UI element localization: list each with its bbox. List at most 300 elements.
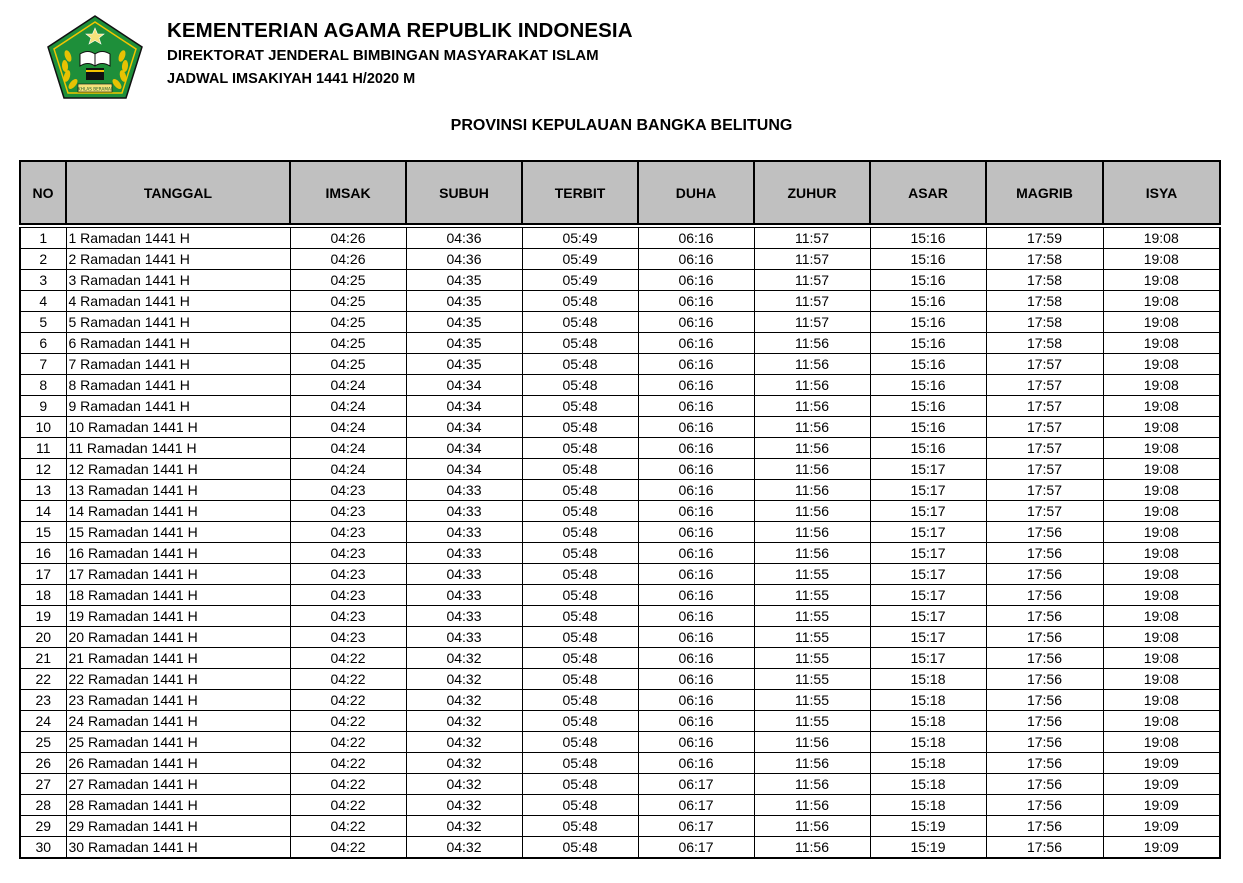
cell-tanggal: 20 Ramadan 1441 H	[66, 627, 290, 648]
cell-no: 26	[20, 753, 66, 774]
cell-zuhur: 11:56	[754, 543, 870, 564]
table-row	[20, 354, 1220, 375]
cell-isya: 19:09	[1103, 774, 1220, 795]
cell-duha: 06:16	[638, 291, 754, 312]
cell-magrib: 17:59	[986, 228, 1103, 249]
cell-zuhur: 11:55	[754, 711, 870, 732]
cell-magrib: 17:56	[986, 816, 1103, 837]
cell-tanggal: 16 Ramadan 1441 H	[66, 543, 290, 564]
cell-isya: 19:08	[1103, 312, 1220, 333]
table-row	[20, 606, 1220, 627]
cell-terbit: 05:48	[522, 606, 638, 627]
cell-terbit: 05:48	[522, 543, 638, 564]
cell-zuhur: 11:56	[754, 501, 870, 522]
cell-duha: 06:16	[638, 648, 754, 669]
cell-subuh: 04:32	[406, 669, 522, 690]
cell-imsak: 04:25	[290, 291, 406, 312]
cell-asar: 15:16	[870, 396, 986, 417]
col-header-tanggal: TANGGAL	[66, 161, 290, 224]
cell-tanggal: 24 Ramadan 1441 H	[66, 711, 290, 732]
cell-terbit: 05:48	[522, 396, 638, 417]
cell-isya: 19:08	[1103, 711, 1220, 732]
table-row	[20, 417, 1220, 438]
cell-terbit: 05:48	[522, 564, 638, 585]
cell-zuhur: 11:55	[754, 606, 870, 627]
cell-imsak: 04:23	[290, 543, 406, 564]
col-header-isya: ISYA	[1103, 161, 1220, 224]
table-row	[20, 627, 1220, 648]
province-title: PROVINSI KEPULAUAN BANGKA BELITUNG	[450, 117, 793, 134]
cell-tanggal: 17 Ramadan 1441 H	[66, 564, 290, 585]
cell-isya: 19:08	[1103, 480, 1220, 501]
cell-terbit: 05:49	[522, 249, 638, 270]
cell-no: 12	[20, 459, 66, 480]
cell-terbit: 05:48	[522, 459, 638, 480]
cell-magrib: 17:56	[986, 627, 1103, 648]
cell-no: 1	[20, 228, 66, 249]
cell-tanggal: 7 Ramadan 1441 H	[66, 354, 290, 375]
cell-zuhur: 11:55	[754, 585, 870, 606]
cell-terbit: 05:48	[522, 333, 638, 354]
cell-terbit: 05:49	[522, 270, 638, 291]
cell-imsak: 04:23	[290, 627, 406, 648]
cell-isya: 19:08	[1103, 606, 1220, 627]
cell-subuh: 04:32	[406, 690, 522, 711]
cell-magrib: 17:58	[986, 291, 1103, 312]
cell-magrib: 17:57	[986, 501, 1103, 522]
cell-asar: 15:16	[870, 354, 986, 375]
cell-no: 18	[20, 585, 66, 606]
cell-duha: 06:17	[638, 837, 754, 859]
cell-magrib: 17:56	[986, 753, 1103, 774]
table-row	[20, 732, 1220, 753]
col-header-asar: ASAR	[870, 161, 986, 224]
table-row	[20, 753, 1220, 774]
cell-isya: 19:08	[1103, 543, 1220, 564]
cell-tanggal: 1 Ramadan 1441 H	[66, 228, 290, 249]
cell-duha: 06:16	[638, 417, 754, 438]
cell-terbit: 05:48	[522, 837, 638, 859]
cell-zuhur: 11:56	[754, 816, 870, 837]
cell-asar: 15:16	[870, 228, 986, 249]
cell-isya: 19:09	[1103, 816, 1220, 837]
cell-asar: 15:18	[870, 753, 986, 774]
cell-zuhur: 11:56	[754, 753, 870, 774]
cell-imsak: 04:22	[290, 732, 406, 753]
cell-subuh: 04:35	[406, 291, 522, 312]
cell-no: 21	[20, 648, 66, 669]
cell-isya: 19:08	[1103, 627, 1220, 648]
cell-tanggal: 5 Ramadan 1441 H	[66, 312, 290, 333]
cell-zuhur: 11:55	[754, 564, 870, 585]
cell-imsak: 04:23	[290, 606, 406, 627]
cell-zuhur: 11:55	[754, 627, 870, 648]
cell-asar: 15:17	[870, 606, 986, 627]
cell-duha: 06:17	[638, 795, 754, 816]
cell-terbit: 05:48	[522, 795, 638, 816]
cell-asar: 15:18	[870, 669, 986, 690]
cell-duha: 06:17	[638, 774, 754, 795]
cell-asar: 15:17	[870, 459, 986, 480]
cell-zuhur: 11:56	[754, 480, 870, 501]
cell-asar: 15:18	[870, 732, 986, 753]
cell-subuh: 04:32	[406, 837, 522, 859]
cell-no: 4	[20, 291, 66, 312]
cell-subuh: 04:32	[406, 711, 522, 732]
cell-duha: 06:16	[638, 564, 754, 585]
cell-terbit: 05:48	[522, 690, 638, 711]
table-row	[20, 312, 1220, 333]
cell-asar: 15:17	[870, 627, 986, 648]
cell-duha: 06:16	[638, 732, 754, 753]
cell-imsak: 04:25	[290, 354, 406, 375]
cell-duha: 06:16	[638, 354, 754, 375]
cell-zuhur: 11:56	[754, 774, 870, 795]
cell-zuhur: 11:56	[754, 795, 870, 816]
cell-imsak: 04:22	[290, 837, 406, 859]
cell-zuhur: 11:57	[754, 291, 870, 312]
cell-zuhur: 11:57	[754, 228, 870, 249]
cell-magrib: 17:58	[986, 270, 1103, 291]
cell-terbit: 05:48	[522, 648, 638, 669]
cell-zuhur: 11:56	[754, 333, 870, 354]
cell-tanggal: 4 Ramadan 1441 H	[66, 291, 290, 312]
table-row	[20, 438, 1220, 459]
cell-duha: 06:16	[638, 270, 754, 291]
cell-no: 24	[20, 711, 66, 732]
cell-asar: 15:16	[870, 249, 986, 270]
table-row	[20, 501, 1220, 522]
table-row	[20, 564, 1220, 585]
cell-duha: 06:16	[638, 438, 754, 459]
cell-imsak: 04:22	[290, 690, 406, 711]
cell-magrib: 17:56	[986, 522, 1103, 543]
cell-no: 16	[20, 543, 66, 564]
cell-no: 22	[20, 669, 66, 690]
cell-isya: 19:09	[1103, 795, 1220, 816]
cell-isya: 19:08	[1103, 732, 1220, 753]
cell-magrib: 17:56	[986, 774, 1103, 795]
cell-zuhur: 11:56	[754, 417, 870, 438]
cell-duha: 06:16	[638, 522, 754, 543]
cell-asar: 15:19	[870, 837, 986, 859]
ministry-logo	[44, 14, 146, 100]
cell-terbit: 05:48	[522, 816, 638, 837]
cell-tanggal: 6 Ramadan 1441 H	[66, 333, 290, 354]
cell-duha: 06:16	[638, 480, 754, 501]
cell-isya: 19:08	[1103, 459, 1220, 480]
cell-duha: 06:16	[638, 753, 754, 774]
cell-subuh: 04:32	[406, 648, 522, 669]
cell-imsak: 04:22	[290, 774, 406, 795]
cell-asar: 15:18	[870, 711, 986, 732]
cell-isya: 19:08	[1103, 291, 1220, 312]
schedule-title: JADWAL IMSAKIYAH 1441 H/2020 M	[167, 71, 416, 87]
cell-isya: 19:08	[1103, 375, 1220, 396]
cell-zuhur: 11:56	[754, 459, 870, 480]
cell-subuh: 04:33	[406, 564, 522, 585]
cell-magrib: 17:56	[986, 669, 1103, 690]
table-header-row	[20, 161, 1220, 224]
cell-no: 20	[20, 627, 66, 648]
cell-terbit: 05:48	[522, 753, 638, 774]
cell-magrib: 17:56	[986, 585, 1103, 606]
cell-duha: 06:16	[638, 669, 754, 690]
cell-no: 19	[20, 606, 66, 627]
cell-asar: 15:17	[870, 480, 986, 501]
cell-magrib: 17:56	[986, 732, 1103, 753]
cell-terbit: 05:48	[522, 417, 638, 438]
cell-terbit: 05:48	[522, 438, 638, 459]
cell-subuh: 04:34	[406, 417, 522, 438]
cell-magrib: 17:58	[986, 249, 1103, 270]
cell-tanggal: 12 Ramadan 1441 H	[66, 459, 290, 480]
cell-subuh: 04:34	[406, 396, 522, 417]
table-row	[20, 291, 1220, 312]
cell-imsak: 04:22	[290, 816, 406, 837]
cell-tanggal: 2 Ramadan 1441 H	[66, 249, 290, 270]
cell-isya: 19:08	[1103, 396, 1220, 417]
cell-tanggal: 14 Ramadan 1441 H	[66, 501, 290, 522]
cell-no: 6	[20, 333, 66, 354]
cell-isya: 19:09	[1103, 837, 1220, 859]
cell-magrib: 17:57	[986, 375, 1103, 396]
cell-no: 14	[20, 501, 66, 522]
cell-asar: 15:16	[870, 438, 986, 459]
cell-tanggal: 23 Ramadan 1441 H	[66, 690, 290, 711]
cell-asar: 15:16	[870, 333, 986, 354]
cell-tanggal: 3 Ramadan 1441 H	[66, 270, 290, 291]
cell-no: 7	[20, 354, 66, 375]
col-header-imsak: IMSAK	[290, 161, 406, 224]
cell-zuhur: 11:56	[754, 375, 870, 396]
cell-subuh: 04:36	[406, 249, 522, 270]
cell-imsak: 04:23	[290, 585, 406, 606]
cell-no: 17	[20, 564, 66, 585]
cell-tanggal: 27 Ramadan 1441 H	[66, 774, 290, 795]
cell-duha: 06:16	[638, 333, 754, 354]
cell-tanggal: 26 Ramadan 1441 H	[66, 753, 290, 774]
cell-duha: 06:16	[638, 228, 754, 249]
cell-zuhur: 11:55	[754, 669, 870, 690]
cell-asar: 15:16	[870, 270, 986, 291]
cell-subuh: 04:33	[406, 627, 522, 648]
cell-zuhur: 11:56	[754, 354, 870, 375]
cell-tanggal: 19 Ramadan 1441 H	[66, 606, 290, 627]
cell-duha: 06:16	[638, 459, 754, 480]
ministry-emblem-icon	[44, 14, 146, 100]
col-header-terbit: TERBIT	[522, 161, 638, 224]
cell-subuh: 04:34	[406, 438, 522, 459]
cell-subuh: 04:33	[406, 585, 522, 606]
cell-duha: 06:17	[638, 816, 754, 837]
cell-magrib: 17:56	[986, 564, 1103, 585]
cell-tanggal: 25 Ramadan 1441 H	[66, 732, 290, 753]
cell-magrib: 17:57	[986, 459, 1103, 480]
cell-asar: 15:18	[870, 690, 986, 711]
cell-subuh: 04:33	[406, 606, 522, 627]
cell-magrib: 17:58	[986, 333, 1103, 354]
cell-magrib: 17:56	[986, 837, 1103, 859]
cell-subuh: 04:32	[406, 774, 522, 795]
table-row	[20, 795, 1220, 816]
cell-isya: 19:08	[1103, 522, 1220, 543]
cell-magrib: 17:57	[986, 354, 1103, 375]
cell-subuh: 04:32	[406, 795, 522, 816]
cell-duha: 06:16	[638, 501, 754, 522]
cell-duha: 06:16	[638, 627, 754, 648]
cell-isya: 19:08	[1103, 249, 1220, 270]
cell-imsak: 04:25	[290, 270, 406, 291]
col-header-no: NO	[20, 161, 66, 224]
cell-terbit: 05:48	[522, 627, 638, 648]
cell-tanggal: 22 Ramadan 1441 H	[66, 669, 290, 690]
cell-no: 15	[20, 522, 66, 543]
cell-imsak: 04:23	[290, 522, 406, 543]
cell-terbit: 05:48	[522, 585, 638, 606]
cell-imsak: 04:23	[290, 564, 406, 585]
cell-isya: 19:09	[1103, 753, 1220, 774]
cell-isya: 19:08	[1103, 669, 1220, 690]
cell-isya: 19:08	[1103, 417, 1220, 438]
cell-terbit: 05:48	[522, 312, 638, 333]
cell-subuh: 04:32	[406, 753, 522, 774]
cell-subuh: 04:33	[406, 543, 522, 564]
cell-subuh: 04:35	[406, 270, 522, 291]
cell-subuh: 04:34	[406, 375, 522, 396]
cell-asar: 15:16	[870, 291, 986, 312]
cell-tanggal: 29 Ramadan 1441 H	[66, 816, 290, 837]
cell-terbit: 05:49	[522, 228, 638, 249]
cell-tanggal: 13 Ramadan 1441 H	[66, 480, 290, 501]
cell-imsak: 04:24	[290, 459, 406, 480]
cell-no: 30	[20, 837, 66, 859]
cell-imsak: 04:24	[290, 396, 406, 417]
cell-duha: 06:16	[638, 585, 754, 606]
cell-isya: 19:08	[1103, 228, 1220, 249]
table-row	[20, 333, 1220, 354]
cell-isya: 19:08	[1103, 333, 1220, 354]
cell-terbit: 05:48	[522, 732, 638, 753]
cell-duha: 06:16	[638, 606, 754, 627]
cell-no: 27	[20, 774, 66, 795]
cell-isya: 19:08	[1103, 585, 1220, 606]
cell-imsak: 04:22	[290, 711, 406, 732]
cell-asar: 15:16	[870, 312, 986, 333]
cell-imsak: 04:25	[290, 333, 406, 354]
table-row	[20, 480, 1220, 501]
table-row	[20, 249, 1220, 270]
cell-subuh: 04:34	[406, 459, 522, 480]
letterhead	[167, 18, 633, 89]
cell-duha: 06:16	[638, 249, 754, 270]
cell-tanggal: 30 Ramadan 1441 H	[66, 837, 290, 859]
cell-imsak: 04:22	[290, 795, 406, 816]
cell-zuhur: 11:57	[754, 312, 870, 333]
cell-subuh: 04:36	[406, 228, 522, 249]
cell-isya: 19:08	[1103, 354, 1220, 375]
cell-terbit: 05:48	[522, 669, 638, 690]
cell-magrib: 17:56	[986, 543, 1103, 564]
cell-imsak: 04:22	[290, 753, 406, 774]
cell-subuh: 04:33	[406, 522, 522, 543]
cell-imsak: 04:23	[290, 480, 406, 501]
cell-subuh: 04:32	[406, 816, 522, 837]
col-header-duha: DUHA	[638, 161, 754, 224]
cell-isya: 19:08	[1103, 270, 1220, 291]
cell-terbit: 05:48	[522, 291, 638, 312]
cell-terbit: 05:48	[522, 354, 638, 375]
cell-no: 5	[20, 312, 66, 333]
cell-no: 2	[20, 249, 66, 270]
cell-no: 13	[20, 480, 66, 501]
cell-imsak: 04:25	[290, 312, 406, 333]
cell-imsak: 04:24	[290, 417, 406, 438]
cell-no: 28	[20, 795, 66, 816]
cell-imsak: 04:24	[290, 375, 406, 396]
cell-isya: 19:08	[1103, 438, 1220, 459]
cell-zuhur: 11:55	[754, 648, 870, 669]
cell-asar: 15:17	[870, 543, 986, 564]
cell-magrib: 17:56	[986, 606, 1103, 627]
cell-imsak: 04:22	[290, 669, 406, 690]
cell-magrib: 17:57	[986, 438, 1103, 459]
cell-magrib: 17:56	[986, 711, 1103, 732]
cell-zuhur: 11:57	[754, 249, 870, 270]
cell-asar: 15:17	[870, 564, 986, 585]
cell-duha: 06:16	[638, 543, 754, 564]
cell-subuh: 04:35	[406, 312, 522, 333]
cell-asar: 15:16	[870, 375, 986, 396]
imsakiyah-table	[19, 160, 1221, 859]
cell-no: 23	[20, 690, 66, 711]
cell-no: 8	[20, 375, 66, 396]
cell-no: 10	[20, 417, 66, 438]
cell-magrib: 17:56	[986, 648, 1103, 669]
cell-magrib: 17:57	[986, 396, 1103, 417]
cell-zuhur: 11:56	[754, 837, 870, 859]
cell-magrib: 17:58	[986, 312, 1103, 333]
cell-tanggal: 8 Ramadan 1441 H	[66, 375, 290, 396]
cell-duha: 06:16	[638, 711, 754, 732]
cell-magrib: 17:56	[986, 690, 1103, 711]
cell-zuhur: 11:56	[754, 732, 870, 753]
table-row	[20, 459, 1220, 480]
cell-terbit: 05:48	[522, 375, 638, 396]
table-row	[20, 522, 1220, 543]
cell-zuhur: 11:57	[754, 270, 870, 291]
cell-no: 9	[20, 396, 66, 417]
cell-duha: 06:16	[638, 690, 754, 711]
col-header-magrib: MAGRIB	[986, 161, 1103, 224]
table-row	[20, 837, 1220, 859]
directorate-name: DIREKTORAT JENDERAL BIMBINGAN MASYARAKAT ISLAM	[167, 47, 599, 64]
cell-no: 29	[20, 816, 66, 837]
table-row	[20, 690, 1220, 711]
cell-tanggal: 11 Ramadan 1441 H	[66, 438, 290, 459]
cell-isya: 19:08	[1103, 690, 1220, 711]
table-row	[20, 669, 1220, 690]
cell-isya: 19:08	[1103, 501, 1220, 522]
cell-no: 11	[20, 438, 66, 459]
table-row	[20, 648, 1220, 669]
cell-tanggal: 18 Ramadan 1441 H	[66, 585, 290, 606]
table-row	[20, 228, 1220, 249]
table-row	[20, 711, 1220, 732]
cell-imsak: 04:26	[290, 249, 406, 270]
cell-isya: 19:08	[1103, 564, 1220, 585]
cell-tanggal: 15 Ramadan 1441 H	[66, 522, 290, 543]
